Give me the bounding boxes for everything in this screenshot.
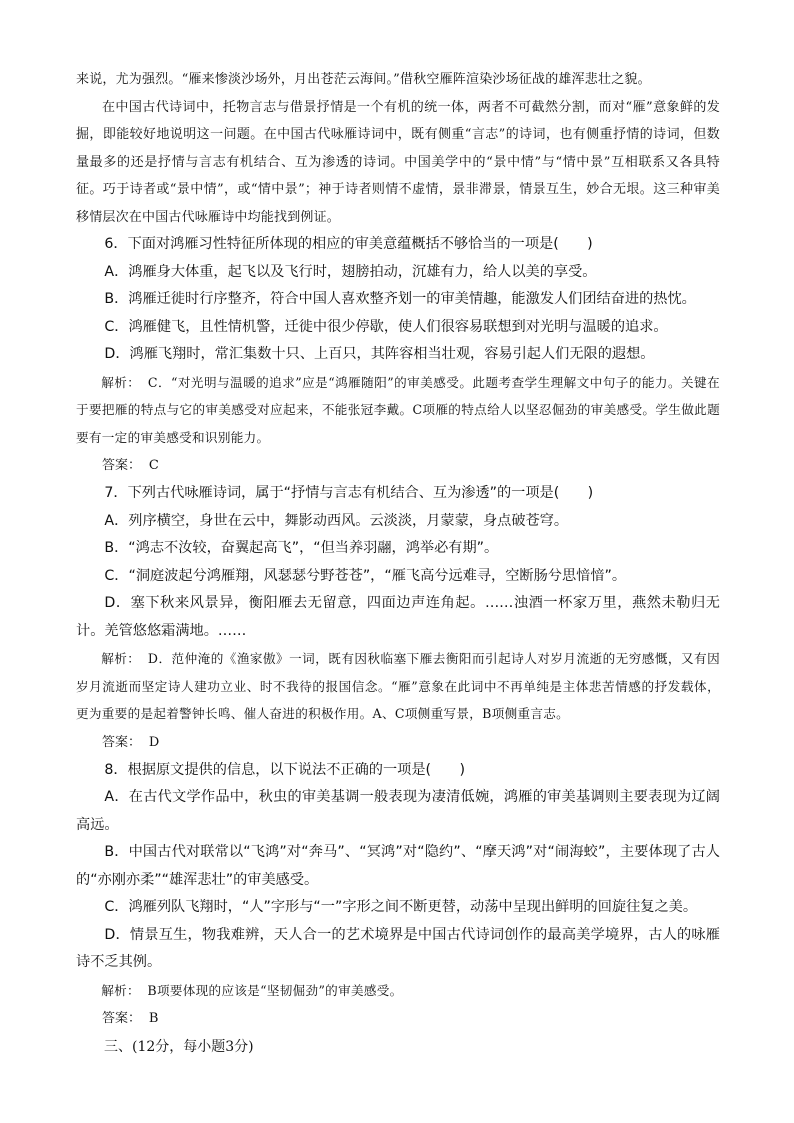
explanation-text: D．范仲淹的《渔家傲》一词，既有因秋临塞下雁去衡阳而引起诗人对岁月流逝的无穷感慨，又有因岁月流逝而坚定诗人建功立业、时不我待的报国信念。“雁”意象在此词中不再单纯是主体悲苦情感的抒发载体，更为重要的是起着警钟长鸣、催人奋进的积极作用。A、C项侧重写景，B项侧重言志。 (76, 651, 720, 721)
option-b: B．鸿雁迁徙时行序整齐，符合中国人喜欢整齐划一的审美情趣，能激发人们团结奋进的热忱。 (104, 291, 696, 307)
answer-value: B (148, 1011, 159, 1026)
passage-paragraph: 在中国古代诗词中，托物言志与借景抒情是一个有机的统一体，两者不可截然分割，而对“雁”意象鲜的发掘，即能较好地说明这一问题。在中国古代咏雁诗词中，既有侧重“言志”的诗词，也有侧重抒情的诗词，但数量最多的还是抒情与言志有机结合、互为渗透的诗词。中国美学中的“景中情”与“情中景”互相联系又各具特征。巧于诗者或“景中情”，或“情中景”；神于诗者则情不虚情，景非滞景，情景互生，妙合无垠。这三种审美移情层次在中国古代咏雁诗中均能找到例证。 (76, 99, 720, 225)
question-8 (76, 757, 720, 1034)
explanation (76, 645, 720, 728)
answer-value: D (148, 734, 160, 750)
answer-label: 答案： (102, 1011, 142, 1026)
option-d: D．塞下秋来风景异，衡阳雁去无留意，四面边声连角起。……浊酒一杯家万里，燕然未勒归无计。羌管悠悠霜满地。…… (76, 595, 720, 639)
answer-value: C (148, 458, 159, 473)
question-stem: 7．下列古代咏雁诗词，属于“抒情与言志有机结合、互为渗透”的一项是( ) (104, 485, 594, 501)
option-c: C．鸿雁列队飞翔时，“人”字形与“一”字形之间不断更替，动荡中呈现出鲜明的回旋往复之美。 (104, 899, 698, 915)
option-c: C．“洞庭波起兮鸿雁翔，风瑟瑟兮野苍苍”，“雁飞高兮远难寻，空断肠兮思愔愔”。 (104, 567, 627, 584)
passage-paragraph: 来说，尤为强烈。“雁来惨淡沙场外，月出苍茫云海间。”借秋空雁阵渲染沙场征战的雄浑悲壮之貌。 (76, 72, 651, 87)
question-stem: 6．下面对鸿雁习性特征所体现的相应的审美意蕴概括不够恰当的一项是( ) (104, 236, 593, 252)
explanation (76, 977, 720, 1005)
reading-passage (76, 66, 720, 231)
option-d: D．鸿雁飞翔时，常汇集数十只、上百只，其阵容相当壮观，容易引起人们无限的遐想。 (104, 346, 655, 362)
answer-label: 答案： (102, 458, 142, 473)
answer (76, 728, 720, 757)
question-6 (76, 231, 720, 480)
explanation-text: C．“对光明与温暖的追求”应是“鸿雁随阳”的审美感受。此题考查学生理解文中句子的能力。关键在于要把雁的特点与它的审美感受对应起来，不能张冠李戴。C项雁的特点给人以坚忍倔劲的审美感受。学生做此题要有一定的审美感受和识别能力。 (76, 374, 720, 445)
answer (76, 1004, 720, 1033)
option-b: B．中国古代对联常以“飞鸿”对“奔马”、“冥鸿”对“隐约”、“摩天鸿”对“闹海蛟”，主要体现了古人的“亦刚亦柔”“雄浑悲壮”的审美感受。 (76, 844, 720, 888)
option-d: D．情景互生，物我难辨，天人合一的艺术境界是中国古代诗词创作的最高美学境界，古人的咏雁诗不乏其例。 (76, 926, 720, 970)
question-stem: 8．根据原文提供的信息，以下说法不正确的一项是( ) (104, 761, 465, 778)
section-heading: 三、(12分，每小题3分) (104, 1039, 254, 1055)
option-a: A．在古代文学作品中，秋虫的审美基调一般表现为凄清低婉，鸿雁的审美基调则主要表现为辽阔高远。 (76, 789, 720, 833)
question-7 (76, 480, 720, 757)
option-a: A．列序横空，身世在云中，舞影动西风。云淡淡，月蒙蒙，身点破苍穹。 (104, 512, 569, 529)
option-c: C．鸿雁健飞，且性情机警，迁徙中很少停歇，使人们很容易联想到对光明与温暖的追求。 (104, 318, 668, 335)
explanation-label: 解析： (101, 651, 141, 666)
answer-label: 答案： (102, 734, 142, 750)
explanation-label: 解析： (101, 982, 140, 998)
answer (76, 451, 720, 480)
option-b: B．“鸿志不汝较，奋翼起高飞”，“但当养羽翮，鸿举必有期”。 (104, 540, 499, 556)
explanation-text: B项要体现的应该是“坚韧倔劲”的审美感受。 (147, 982, 403, 998)
document-page (76, 66, 720, 1061)
explanation-label: 解析： (101, 374, 141, 390)
explanation (76, 369, 720, 452)
option-a: A．鸿雁身大体重，起飞以及飞行时，翅膀拍动，沉雄有力，给人以美的享受。 (104, 263, 597, 280)
